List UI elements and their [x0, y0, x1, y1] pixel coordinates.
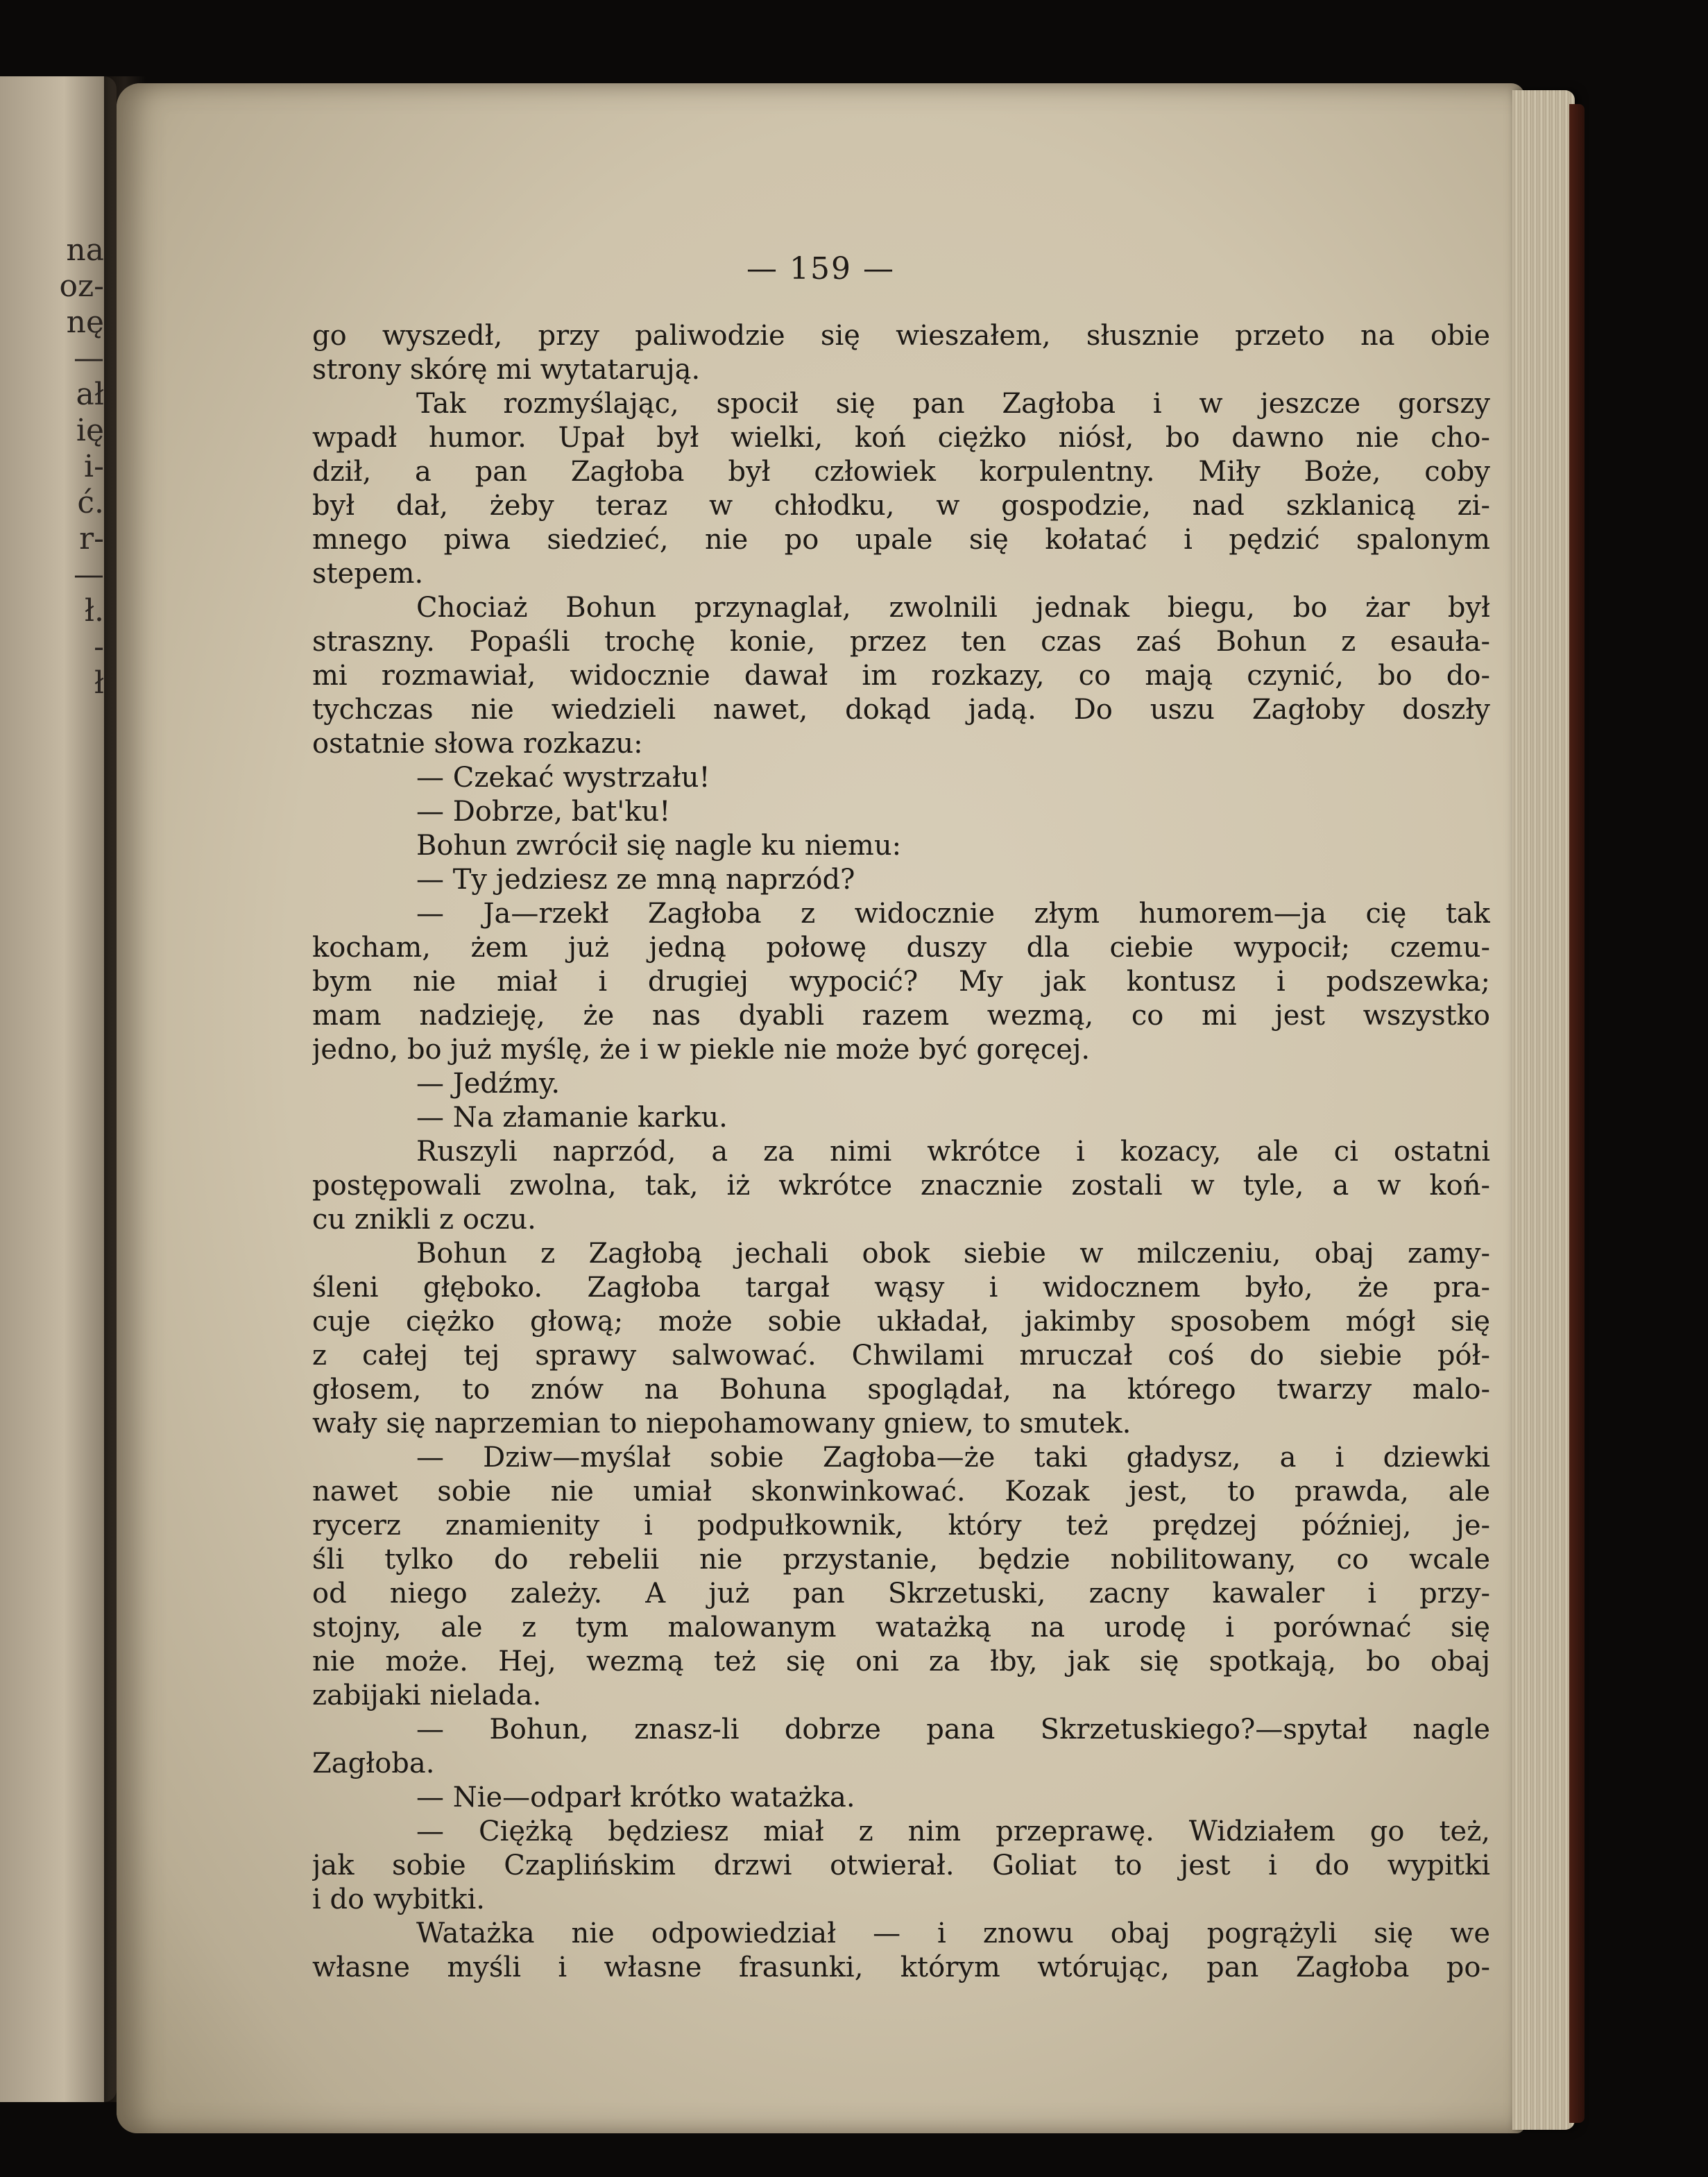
text-line: cu znikli z oczu.	[312, 1204, 536, 1236]
text-line: Zagłoba.	[312, 1748, 435, 1779]
left-page-fragment: ł	[94, 665, 104, 701]
text-line: stepem.	[312, 558, 424, 590]
text-line: śli tylko do rebelii nie przystanie, będzie nobilitowany, co wcale	[312, 1544, 1490, 1576]
page-number: — 159 —	[746, 251, 895, 287]
text-line: — Nie—odparł krótko watażka.	[416, 1782, 855, 1813]
book-page	[117, 83, 1525, 2133]
text-line: zabijaki nielada.	[312, 1680, 542, 1711]
text-line: z całej tej sprawy salwować. Chwilami mruczał coś do siebie pół-	[312, 1340, 1490, 1372]
text-line: mi rozmawiał, widocznie dawał im rozkazy, co mają czynić, bo do-	[312, 660, 1490, 692]
left-page-fragment: nę	[66, 305, 104, 340]
text-line: tychczas nie wiedzieli nawet, dokąd jadą. Do uszu Zagłoby doszły	[312, 694, 1490, 726]
text-line: — Jedźmy.	[416, 1068, 561, 1100]
book-page-edges	[1512, 90, 1575, 2130]
text-line: dził, a pan Zagłoba był człowiek korpulentny. Miły Boże, coby	[312, 456, 1490, 488]
text-line: Watażka nie odpowiedział — i znowu obaj pogrążyli się we	[416, 1918, 1490, 1949]
book-cover-edge	[1569, 104, 1585, 2123]
text-line: — Na złamanie karku.	[416, 1102, 728, 1134]
text-line: — Ty jedziesz ze mną naprzód?	[416, 864, 855, 896]
text-line: stojny, ale z tym malowanym watażką na urodę i porównać się	[312, 1612, 1490, 1644]
text-line: cuje ciężko głową; może sobie układał, jakimby sposobem mógł się	[312, 1306, 1490, 1338]
text-line: bym nie miał i drugiej wypocić? My jak kontusz i podszewka;	[312, 966, 1490, 998]
text-line: i do wybitki.	[312, 1884, 485, 1915]
text-line: mam nadzieję, że nas dyabli razem wezmą, co mi jest wszystko	[312, 1000, 1490, 1032]
text-line: Tak rozmyślając, spocił się pan Zagłoba i w jeszcze gorszy	[416, 388, 1490, 420]
left-page-fragment: oz-	[59, 268, 104, 304]
left-page-margin-fragments	[59, 232, 104, 701]
text-line: — Dziw—myślał sobie Zagłoba—że taki gładysz, a i dziewki	[416, 1442, 1490, 1474]
text-line: jak sobie Czaplińskim drzwi otwierał. Goliat to jest i do wypitki	[312, 1850, 1490, 1881]
text-line: jedno, bo już myślę, że i w piekle nie może być goręcej.	[312, 1034, 1091, 1066]
left-page-fragment: na	[66, 232, 104, 268]
text-line: ostatnie słowa rozkazu:	[312, 728, 643, 760]
left-page-edge	[0, 76, 117, 2102]
text-line: — Bohun, znasz-li dobrze pana Skrzetuskiego?—spytał nagle	[416, 1714, 1490, 1745]
text-line: postępowali zwolna, tak, iż wkrótce znacznie zostali w tyle, a w koń-	[312, 1170, 1490, 1202]
text-line: własne myśli i własne frasunki, którym wtórując, pan Zagłoba po-	[312, 1952, 1490, 1983]
left-page-fragment: r-	[79, 521, 104, 556]
left-page-fragment: ał	[76, 377, 104, 412]
page-text-body	[312, 319, 1490, 1985]
text-line: Bohun zwrócił się nagle ku niemu:	[416, 830, 902, 862]
text-line: — Ciężką będziesz miał z nim przeprawę. Widziałem go też,	[416, 1816, 1490, 1847]
text-line: wały się naprzemian to niepohamowany gniew, to smutek.	[312, 1408, 1131, 1440]
left-page-fragment: ć.	[77, 485, 104, 520]
text-line: był dał, żeby teraz w chłodku, w gospodzie, nad szklanicą zi-	[312, 490, 1490, 522]
left-page-fragment: -	[94, 629, 104, 665]
text-line: — Dobrze, bat'ku!	[416, 796, 671, 828]
text-line: głosem, to znów na Bohuna spoglądał, na którego twarzy malo-	[312, 1374, 1490, 1406]
text-line: — Czekać wystrzału!	[416, 762, 710, 794]
text-line: nie może. Hej, wezmą też się oni za łby, jak się spotkają, bo obaj	[312, 1646, 1490, 1677]
text-line: go wyszedł, przy paliwodzie się wieszałem, słusznie przeto na obie	[312, 320, 1490, 352]
text-line: rycerz znamienity i podpułkownik, który też prędzej później, je-	[312, 1510, 1490, 1542]
left-page-fragment: ł.	[84, 593, 104, 629]
left-page-fragment: ię	[76, 413, 104, 448]
text-line: Chociaż Bohun przynaglał, zwolnili jednak biegu, bo żar był	[416, 592, 1490, 624]
text-line: wpadł humor. Upał był wielki, koń ciężko niósł, bo dawno nie cho-	[312, 422, 1490, 454]
left-page-fragment: —	[74, 557, 104, 592]
text-line: mnego piwa siedzieć, nie po upale się kołatać i pędzić spalonym	[312, 524, 1490, 556]
text-line: strony skórę mi wytatarują.	[312, 354, 701, 386]
text-line: Ruszyli naprzód, a za nimi wkrótce i kozacy, ale ci ostatni	[416, 1136, 1490, 1168]
text-line: nawet sobie nie umiał skonwinkować. Kozak jest, to prawda, ale	[312, 1476, 1490, 1508]
text-line: straszny. Popaśli trochę konie, przez ten czas zaś Bohun z esauła-	[312, 626, 1490, 658]
text-line: Bohun z Zagłobą jechali obok siebie w milczeniu, obaj zamy-	[416, 1238, 1490, 1270]
left-page-fragment: i-	[84, 449, 104, 484]
left-page-fragment: —	[74, 341, 104, 376]
text-line: kocham, żem już jedną połowę duszy dla ciebie wypocił; czemu-	[312, 932, 1490, 964]
text-line: śleni głęboko. Zagłoba targał wąsy i widocznem było, że pra-	[312, 1272, 1490, 1304]
text-line: — Ja—rzekł Zagłoba z widocznie złym humorem—ja cię tak	[416, 898, 1490, 930]
text-line: od niego zależy. A już pan Skrzetuski, zacny kawaler i przy-	[312, 1578, 1490, 1610]
